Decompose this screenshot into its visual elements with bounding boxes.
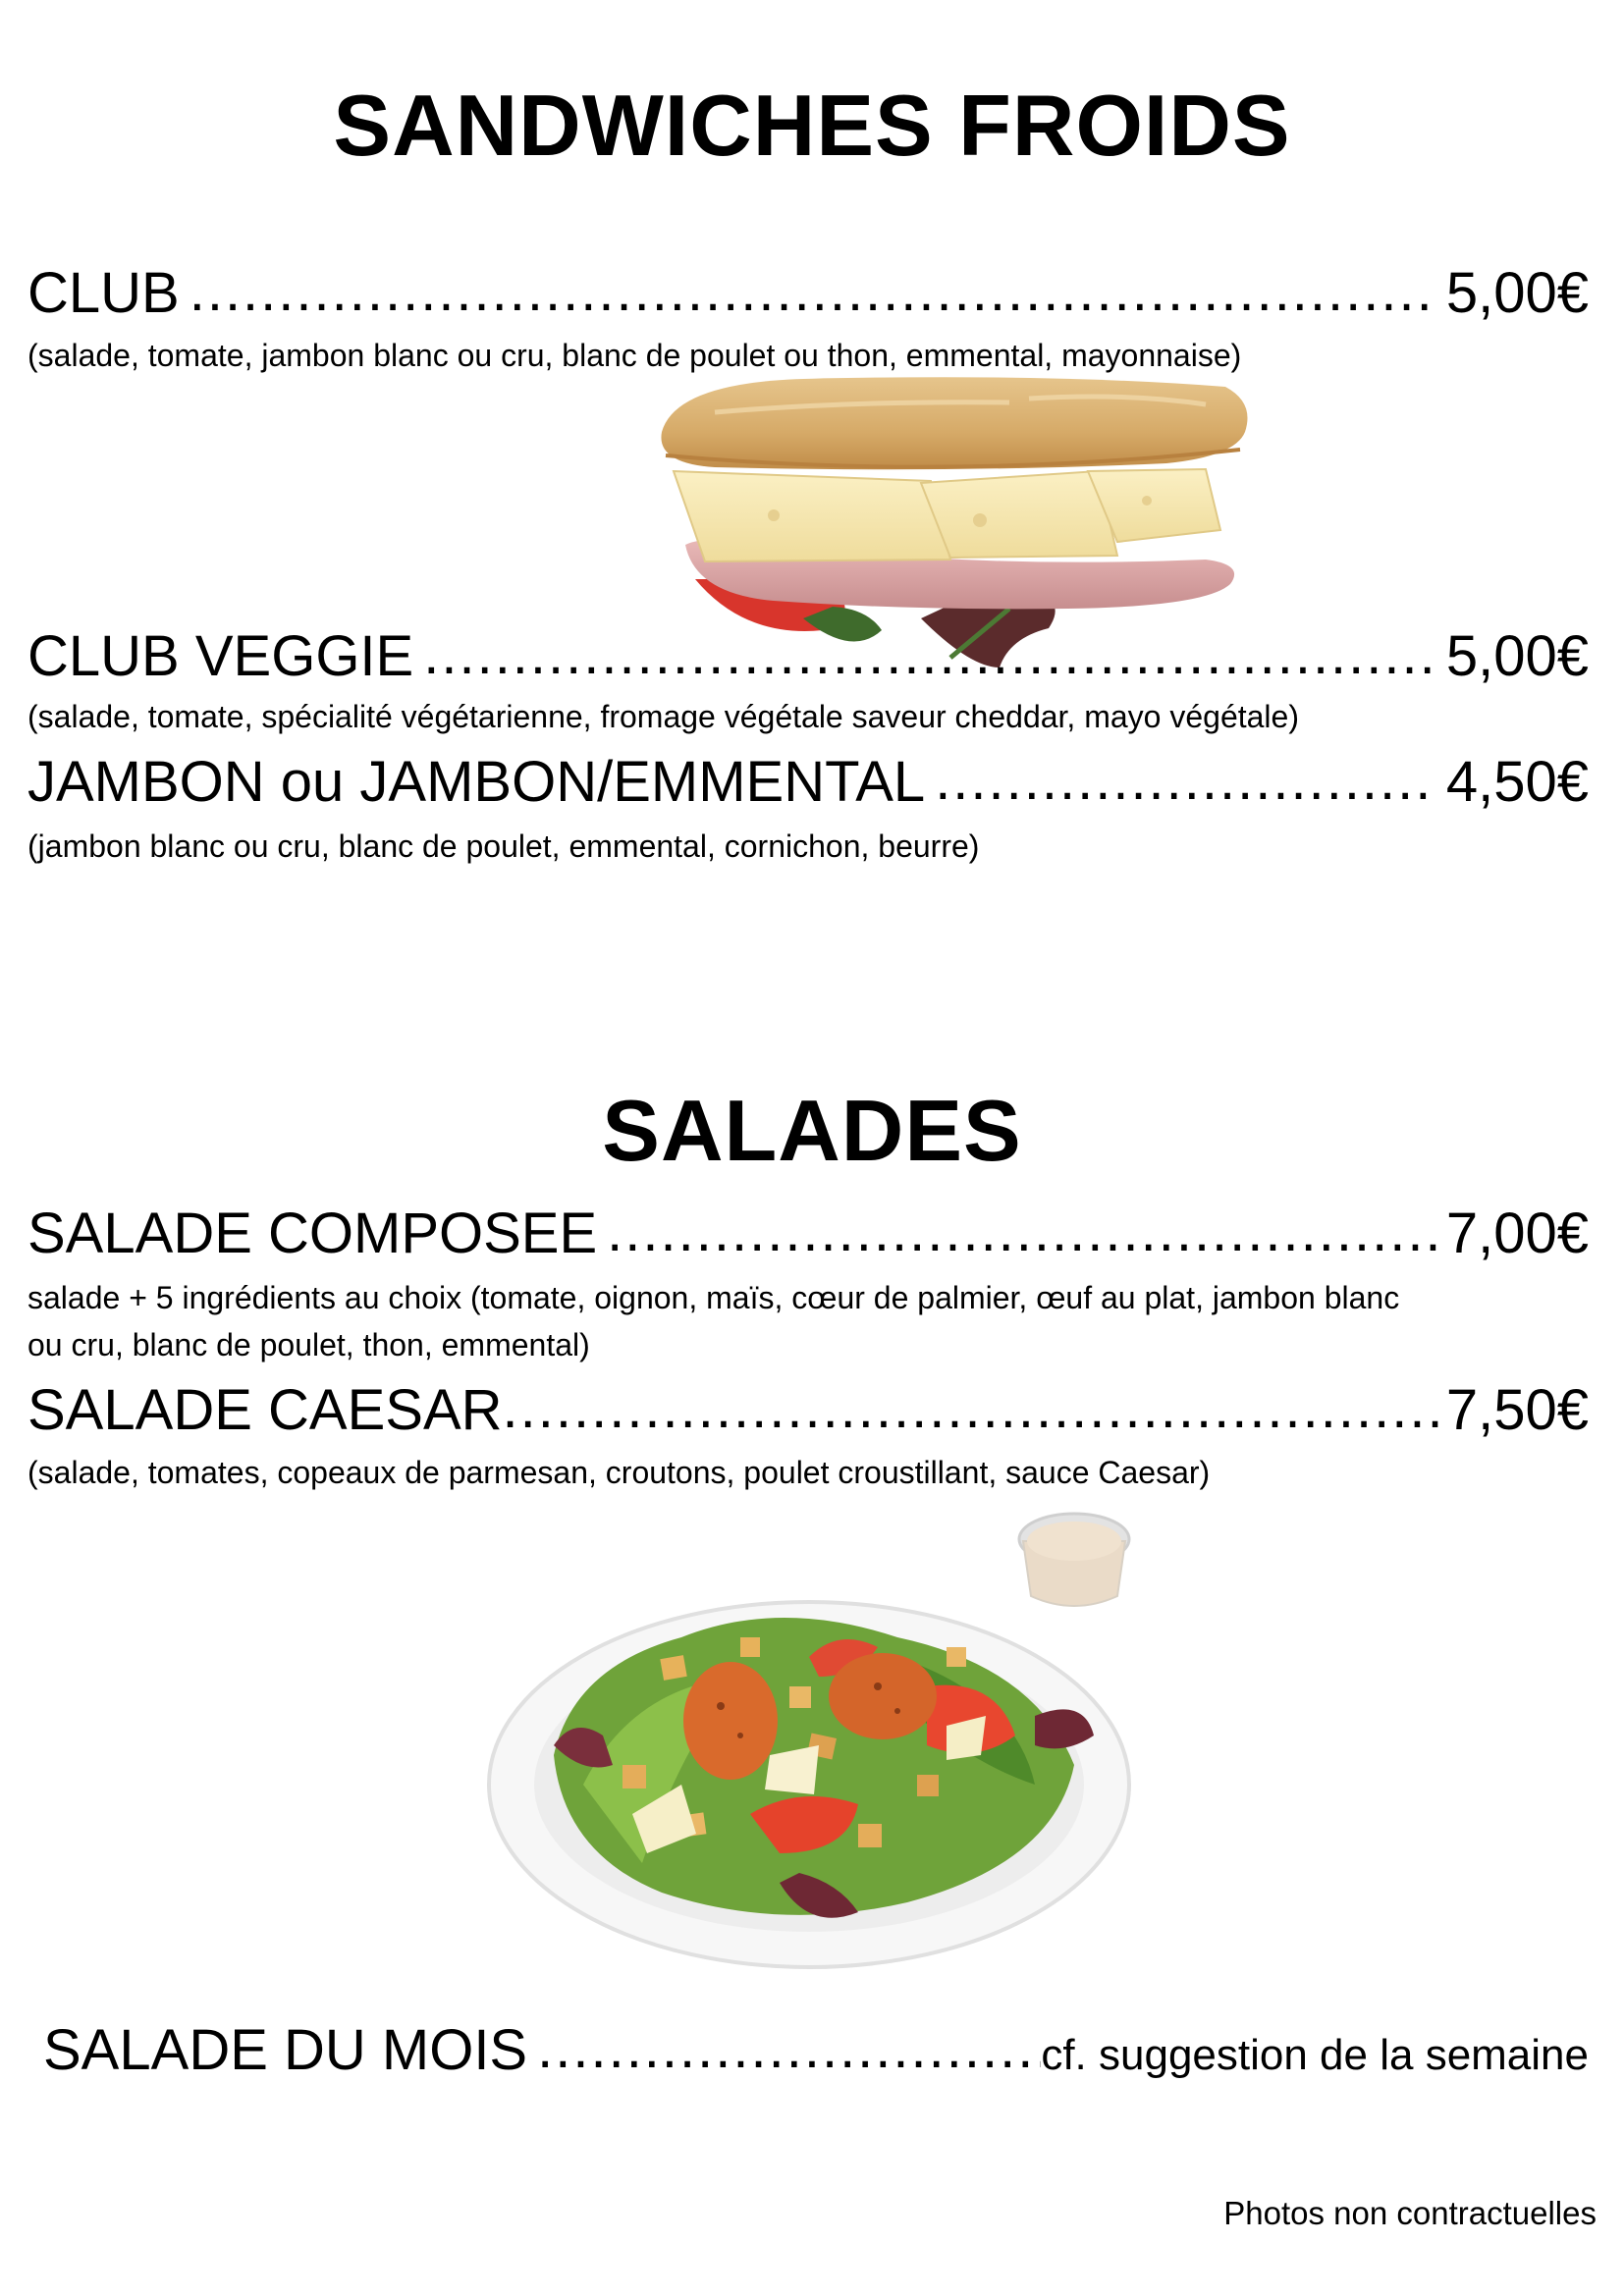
caesar-salad-photo (485, 1490, 1133, 1976)
item-description-club: (salade, tomate, jambon blanc ou cru, blanc de poulet ou thon, emmental, mayonnaise) (27, 338, 1242, 373)
item-price: 4,50€ (1445, 750, 1589, 814)
section-title-salades: SALADES (602, 1082, 1022, 1179)
item-price: 7,50€ (1445, 1378, 1589, 1442)
item-description-salade-composee (27, 1274, 1598, 1368)
item-name: SALADE DU MOIS (43, 2018, 528, 2082)
menu-item-salade-caesar (27, 1378, 1589, 1442)
item-price: 5,00€ (1445, 624, 1589, 688)
item-description-jambon: (jambon blanc ou cru, blanc de poulet, emmental, cornichon, beurre) (27, 828, 980, 864)
leader-dots (423, 626, 1436, 683)
section-title-sandwiches: SANDWICHES FROIDS (333, 77, 1291, 174)
item-description-salade-caesar: (salade, tomates, copeaux de parmesan, croutons, poulet croustillant, sauce Caesar) (27, 1455, 1211, 1490)
menu-item-jambon (27, 750, 1589, 814)
menu-item-club (27, 261, 1589, 325)
leader-dots (607, 1203, 1446, 1260)
footer-note: Photos non contractuelles (1223, 2195, 1597, 2231)
item-name: CLUB (27, 261, 180, 325)
item-name: SALADE CAESAR (27, 1378, 503, 1442)
item-price: cf. suggestion de la semaine (1041, 2031, 1589, 2079)
item-name: JAMBON ou JAMBON/EMMENTAL (27, 750, 926, 814)
leader-dots (537, 2020, 1041, 2077)
leader-dots (935, 752, 1436, 809)
leader-dots (189, 263, 1436, 320)
item-description-club-veggie: (salade, tomate, spécialité végétarienne, fromage végétale saveur cheddar, mayo végétale) (27, 699, 1299, 734)
item-name: CLUB VEGGIE (27, 624, 414, 688)
item-name: SALADE COMPOSEE (27, 1201, 598, 1265)
menu-item-salade-du-mois (43, 2018, 1589, 2082)
menu-item-salade-composee (27, 1201, 1589, 1265)
item-price: 5,00€ (1445, 261, 1589, 325)
description-line: ou cru, blanc de poulet, thon, emmental) (27, 1327, 590, 1362)
leader-dots (503, 1380, 1446, 1437)
item-price: 7,00€ (1445, 1201, 1589, 1265)
menu-item-club-veggie (27, 624, 1589, 688)
description-line: salade + 5 ingrédients au choix (tomate, oignon, maïs, cœur de palmier, œuf au plat, jambon blanc (27, 1280, 1400, 1315)
